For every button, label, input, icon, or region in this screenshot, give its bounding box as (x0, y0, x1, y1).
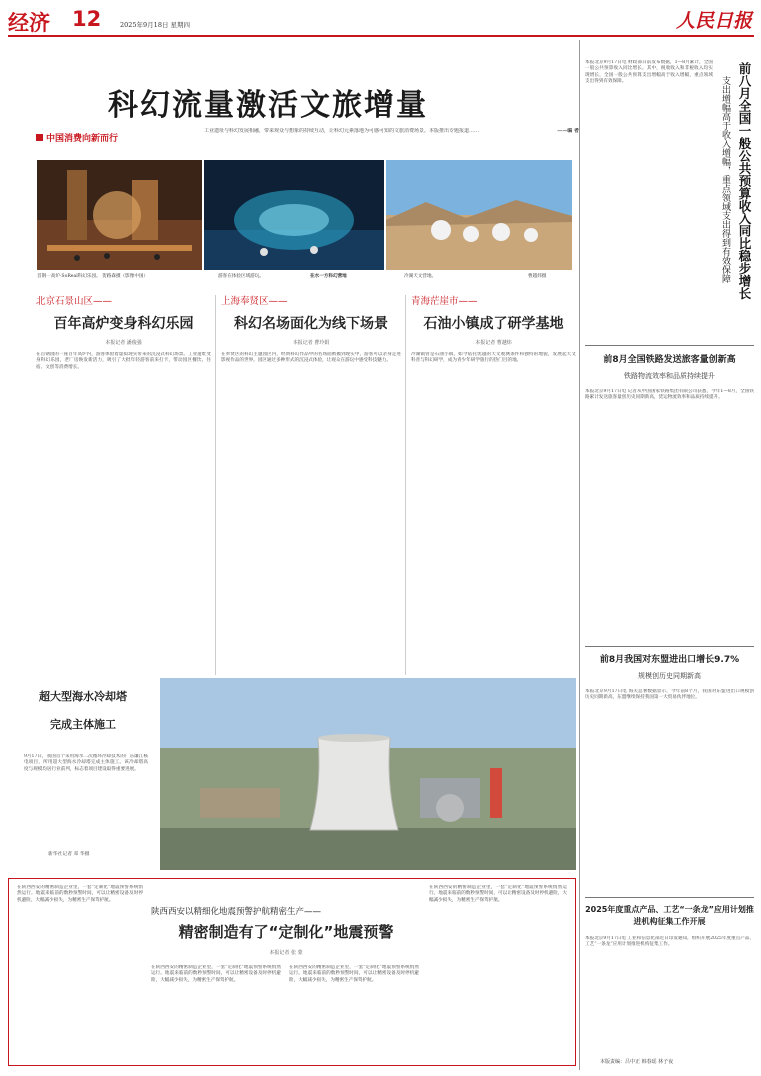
caption-observatory: 冷湖天文营地。 (404, 274, 437, 279)
budget-text: 本报北京9月17日电 财政部日前发布数据，1—8月累计，全国一般公共预算收入同比增长。其中，税收收入和非税收入均实现增长，全国一般公共预算支出增幅高于收入增幅，重点领域支出得到有效保障。 (585, 60, 713, 85)
story-beijing (36, 293, 211, 673)
story-beijing-kicker: 北京石景山区—— (36, 296, 113, 307)
right-column-divider (579, 40, 580, 1070)
budget-subhead: 支出增幅高于收入增幅，重点领域支出得到有效保障 (720, 76, 730, 283)
story-shanghai-kicker: 上海奉贤区—— (221, 296, 288, 307)
right-rule-1 (585, 345, 754, 346)
tag-mark-icon (36, 134, 43, 141)
sci-fi-exhibit-image (204, 160, 384, 270)
chain-text: 本报北京9月17日电 工业和信息化部近日印发通知，组织开展2025年度重点产品、工艺“一条龙”应用计划推进机构征集工作。 (585, 936, 754, 948)
cooling-tower-image (160, 678, 576, 870)
caption-furnace (37, 273, 148, 279)
photo-cooling-tower (160, 678, 576, 870)
photo-lenghu-camp (386, 160, 572, 270)
earthquake-col-4: 在陕西西安的精密制造企业里，一套“定制化”地震预警系统悄然运行。地震来临前的数秒预警时间，可以让精密设备及时停机避险，大幅减少损失，为精密生产保驾护航。 (429, 885, 567, 903)
caption-observatory-credit: 曹越炜摄 (528, 274, 547, 279)
rail-text: 本报北京9月17日电 记者从中国国家铁路集团有限公司获悉，今年1—8月，全国铁路累计发送旅客量创历史同期新高，货运物流效率和品质持续提升。 (585, 389, 754, 401)
col-divider-1 (215, 295, 216, 675)
caption-exhibit: 游客在体验区域游玩。 (218, 274, 264, 279)
story-beijing-byline: 本报记者 潘俊强 (105, 340, 142, 346)
reactor-title-2: 完成主体施工 (50, 718, 116, 731)
editors-line: 本版责编：吕中正 韩春瑶 林子夜 (600, 1059, 674, 1065)
col-divider-2 (405, 295, 406, 675)
newspaper-logo: 人民日报 (675, 10, 752, 32)
story-shanghai-title: 科幻名场面化为线下场景 (234, 316, 388, 332)
column-tag (36, 132, 118, 143)
trade-story (585, 652, 754, 894)
chain-headline: 2025年度重点产品、工艺“一条龙”应用计划推进机构征集工作开展 (585, 905, 754, 926)
budget-headline: 前八月全国一般公共预算收入同比稳步增长 (737, 62, 752, 300)
earthquake-kicker: 陕西西安以精细化地震预警护航精密生产—— (151, 907, 322, 917)
story-beijing-title: 百年高炉变身科幻乐园 (53, 316, 194, 332)
right-rule-2 (585, 646, 754, 647)
trade-subhead: 规模创历史同期新高 (638, 672, 701, 680)
caption-camp: 在水一方科幻营地 (310, 274, 347, 279)
story-qinghai-title: 石油小镇成了研学基地 (423, 316, 564, 332)
feature-lead (204, 128, 579, 150)
photo-sci-fi-exhibit (204, 160, 384, 270)
caption-furnace-text: 首钢一高炉·SoReal科幻乐园。 (37, 274, 101, 279)
earthquake-col-2: 在陕西西安的精密制造企业里，一套“定制化”地震预警系统悄然运行。地震来临前的数秒预警时间，可以让精密设备及时停机避险，大幅减少损失，为精密生产保驾护航。 (151, 965, 281, 983)
lenghu-camp-image (386, 160, 572, 270)
earthquake-byline: 本报记者 张 蒙 (269, 950, 303, 956)
column-tag-label: 中国消费向新而行 (46, 134, 119, 144)
reactor-text: 9月17日，我国首个采用海水二次循环冷却技术的广东廉江核电项目，所用超大型海水冷却塔完成主体施工。该冷却塔高度与规模均居行业前列，标志着项目建设取得重要进展。 (24, 754, 148, 772)
story-qinghai (411, 293, 576, 673)
feature-title: 科幻流量激活文旅增量 (108, 88, 428, 123)
trade-headline: 前8月我国对东盟进出口增长9.7% (599, 655, 740, 665)
story-qinghai-byline: 本报记者 曹越炜 (475, 340, 512, 346)
section-name: 经济 (8, 11, 50, 35)
reactor-title-1: 超大型海水冷却塔 (39, 690, 127, 703)
story-qinghai-text: 冷湖镇曾是石油小镇，如今依托优越的天文观测条件和独特的地貌，发展起天文科普与科幻研学，成为青少年研学旅行的热门目的地。 (411, 352, 576, 364)
masthead-rule (8, 35, 754, 37)
rail-headline: 前8月全国铁路发送旅客量创新高 (603, 355, 736, 365)
masthead (8, 6, 754, 34)
caption-furnace-credit: 贺路森摄（影像中国） (102, 274, 149, 279)
earthquake-col-1: 在陕西西安的精密制造企业里，一套“定制化”地震预警系统悄然运行。地震来临前的数秒预警时间，可以让精密设备及时停机避险，大幅减少损失，为精密生产保驾护航。 (17, 885, 143, 903)
budget-story (585, 60, 755, 352)
earthquake-story-box (8, 878, 576, 1066)
earthquake-col-3: 在陕西西安的精密制造企业里，一套“定制化”地震预警系统悄然运行。地震来临前的数秒预警时间，可以让精密设备及时停机避险，大幅减少损失，为精密生产保驾护航。 (289, 965, 419, 983)
story-shanghai-text: 在奉贤区的科幻主题园区内，经典科幻作品中的名场面被搬到现实中，游客可以亲身走进影视作品的世界。园区通过多种形式的沉浸式体验，让观众在游玩中感受科技魅力。 (221, 352, 401, 364)
reactor-story (8, 680, 158, 870)
feature-lead-text: 工业遗址与科幻发展相融，带来观众与想象的持续互动，让科幻元素落地为可感可知的文旅消费场景。本版推出专题报道…… (204, 128, 480, 134)
reactor-credit: 新华社记者 邓 华摄 (48, 852, 90, 857)
earthquake-title: 精密制造有了“定制化”地震预警 (178, 923, 394, 941)
issue-date: 2025年9月18日 星期四 (120, 21, 191, 29)
rail-story (585, 352, 754, 640)
chain-story (585, 904, 754, 1054)
trade-text: 本报北京9月17日电 海关总署数据显示，今年前8个月，我国对东盟进出口规模创历史同期新高，东盟继续保持我国第一大贸易伙伴地位。 (585, 689, 754, 701)
rail-subhead: 铁路物流效率和品质持续提升 (624, 372, 715, 380)
story-beijing-text: 在首钢园的一座百年高炉内，游客体验着虚拟现实带来的沉浸式科幻场景。工业遗址变身科幻乐园，老厂房焕发新活力，吸引了大批年轻游客前来打卡，带动园区餐饮、住宿、文创等消费增长。 (36, 352, 211, 370)
feature-editor: ——编 者 (557, 128, 579, 134)
right-rule-3 (585, 897, 754, 898)
story-shanghai-byline: 本报记者 曹玲娟 (292, 340, 330, 346)
page-number: 12 (72, 7, 102, 31)
blast-furnace-image (37, 160, 202, 270)
photo-blast-furnace (37, 160, 202, 270)
story-shanghai (221, 293, 401, 673)
story-qinghai-kicker: 青海茫崖市—— (411, 296, 478, 307)
